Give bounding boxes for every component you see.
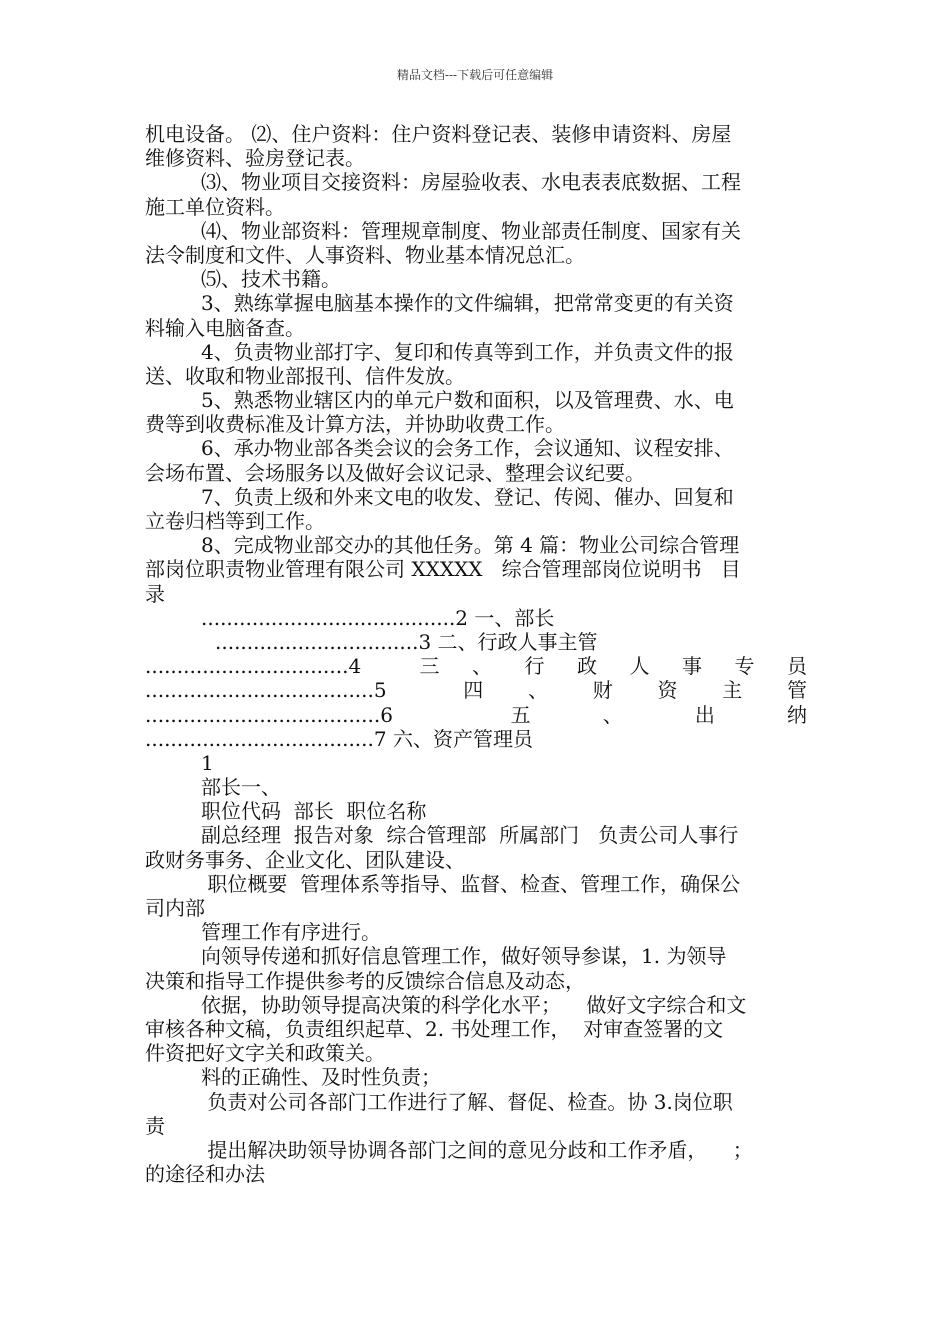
text-line: ⑷、物业部资料：管理规章制度、物业部责任制度、国家有关: [201, 218, 741, 243]
text-line: ................................4 三 、 行 政 人 事 专 员: [145, 654, 807, 679]
text-line: 决策和指导工作提供参考的反馈综合信息及动态，: [145, 968, 585, 993]
text-line: 8、完成物业部交办的其他任务。第 4 篇：物业公司综合管理: [201, 533, 740, 558]
text-line: 向领导传递和抓好信息管理工作，做好领导参谋，1. 为领导: [201, 944, 727, 969]
text-line: 责: [145, 1113, 165, 1138]
text-line: 政财务事务、企业文化、团队建设、: [145, 847, 465, 872]
text-line: .....................................6 五 、 出 纳: [145, 702, 807, 727]
text-line: 职位概要 管理体系等指导、监督、检查、管理工作，确保公: [201, 871, 741, 896]
text-line: 维修资料、验房登记表。: [145, 146, 365, 171]
text-line: ....................................7 六、资产管理员: [145, 726, 533, 751]
text-line: 费等到收费标准及计算方法，并协助收费工作。: [145, 412, 565, 437]
document-body: [145, 122, 807, 1186]
text-line: ........................................2 一、部长: [201, 605, 555, 630]
text-line: 送、收取和物业部报刊、信件发放。: [145, 363, 465, 388]
text-line: 的途径和办法: [145, 1162, 265, 1187]
text-line: ....................................5 四 、 财 资 主 管: [145, 678, 807, 703]
text-line: 5、熟悉物业辖区内的单元户数和面积，以及管理费、水、电: [201, 388, 734, 413]
text-line: 件资把好文字关和政策关。: [145, 1041, 385, 1066]
text-line: 6、承办物业部各类会议的会务工作，会议通知、议程安排、: [201, 436, 734, 461]
text-line: 部长一、: [201, 775, 281, 800]
text-line: 3、熟练掌握电脑基本操作的文件编辑，把常常变更的有关资: [201, 291, 734, 316]
text-line: 法令制度和文件、人事资料、物业基本情况总汇。: [145, 242, 585, 267]
text-line: ⑶、物业项目交接资料：房屋验收表、水电表表底数据、工程: [201, 170, 741, 195]
text-line: 机电设备。 ⑵、住户资料：住户资料登记表、装修申请资料、房屋: [145, 122, 732, 146]
text-line: 会场布置、会场服务以及做好会议记录、整理会议纪要。: [145, 460, 645, 485]
text-line: 施工单位资料。: [145, 194, 285, 219]
text-line: 管理工作有序进行。: [201, 920, 381, 945]
text-line: ................................3 二、行政人事主管: [215, 629, 598, 654]
text-line: ⑸、技术书籍。: [201, 267, 341, 292]
page-header: 精品文档---下载后可任意编辑: [396, 68, 554, 82]
text-line: 4、负责物业部打字、复印和传真等到工作，并负责文件的报: [201, 339, 734, 364]
text-line: 司内部: [145, 896, 205, 920]
text-line: 职位代码 部长 职位名称: [201, 799, 427, 824]
text-line: 依据，协助领导提高决策的科学化水平； 做好文字综合和文: [201, 992, 747, 1017]
text-line: 部岗位职责物业管理有限公司 XXXXX 综合管理部岗位说明书 目: [145, 557, 741, 582]
text-line: 7、负责上级和外来文电的收发、登记、传阅、催办、回复和: [201, 484, 734, 509]
text-line: 副总经理 报告对象 综合管理部 所属部门 负责公司人事行: [201, 823, 739, 848]
text-line: 审核各种文稿，负责组织起草、2. 书处理工作， 对审查签署的文: [145, 1016, 724, 1041]
text-line: 料输入电脑备查。: [145, 315, 305, 340]
text-line: 立卷归档等到工作。: [145, 509, 325, 533]
text-line: 录: [145, 581, 165, 606]
text-line: 料的正确性、及时性负责；: [201, 1065, 441, 1090]
text-line: 1: [201, 750, 214, 775]
text-line: 负责对公司各部门工作进行了解、督促、检查。协 3.岗位职: [201, 1089, 733, 1114]
text-line: 提出解决助领导协调各部门之间的意见分歧和工作矛盾， ；: [201, 1137, 753, 1162]
